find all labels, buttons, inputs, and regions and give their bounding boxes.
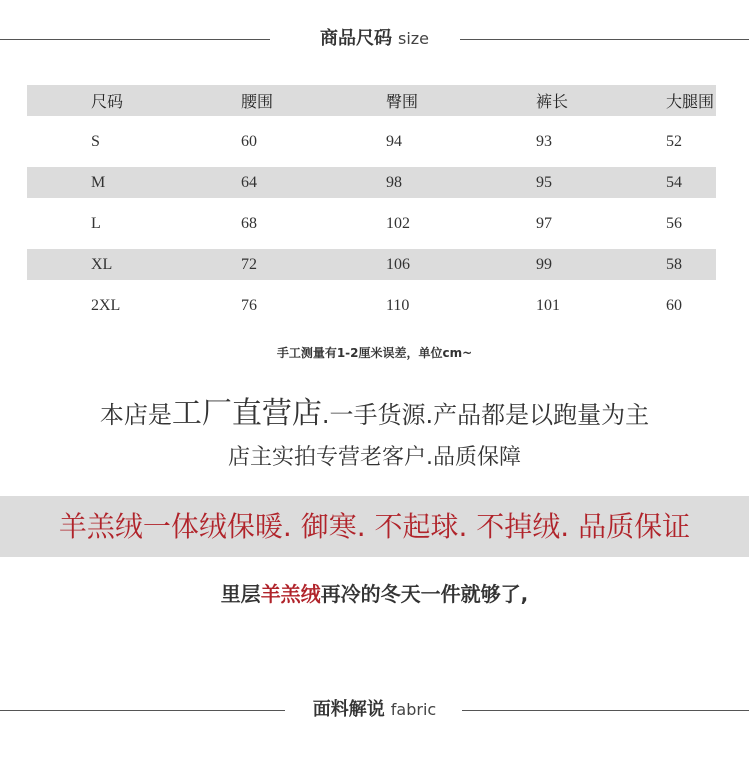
cell-thigh: 54 — [656, 167, 716, 198]
cell-thigh: 58 — [656, 249, 716, 280]
cell-thigh: 56 — [666, 214, 682, 232]
table-row — [27, 280, 716, 331]
cell-waist: 76 — [241, 296, 257, 314]
cell-waist: 60 — [241, 132, 257, 150]
cell-size: S — [91, 132, 100, 150]
size-title: 商品尺码 — [319, 28, 392, 49]
cell-waist: 68 — [241, 214, 257, 232]
table-row — [27, 167, 716, 198]
promo-line-1 — [0, 388, 749, 432]
promo-line-1-highlight: 工厂直营店 — [171, 396, 322, 431]
cell-length: 101 — [536, 296, 560, 314]
cell-size: 2XL — [91, 296, 121, 314]
cell-length: 97 — [536, 214, 552, 232]
cell-waist: 72 — [231, 249, 376, 280]
table-row — [27, 249, 716, 280]
cell-size: L — [91, 214, 101, 232]
table-header-row — [27, 85, 716, 116]
cell-size: M — [27, 167, 231, 198]
cell-length: 95 — [526, 167, 656, 198]
cell-length: 99 — [526, 249, 656, 280]
cell-thigh: 52 — [666, 132, 682, 150]
header-thigh: 大腿围 — [656, 85, 716, 116]
header-hip: 臀围 — [376, 85, 526, 116]
fabric-title-en: fabric — [390, 700, 437, 719]
header-size: 尺码 — [27, 85, 231, 116]
header-waist: 腰围 — [231, 85, 376, 116]
measurement-note: 手工测量有1-2厘米误差，单位cm~ — [276, 346, 473, 360]
cell-hip: 98 — [376, 167, 526, 198]
cell-hip: 110 — [386, 296, 410, 314]
feature-banner — [0, 496, 749, 557]
promo-line-2: 店主实拍专营老客户.品质保障 — [228, 445, 521, 470]
promo-line-3 — [0, 578, 749, 607]
cell-thigh: 60 — [666, 296, 682, 314]
promo-line-3-c: 再冷的冬天一件就够了, — [320, 582, 529, 606]
header-length: 裤长 — [526, 85, 656, 116]
table-row — [27, 198, 716, 249]
cell-size: XL — [27, 249, 231, 280]
size-section-header — [0, 24, 749, 54]
feature-banner-text: 羊羔绒一体绒保暖. 御寒. 不起球. 不掉绒. 品质保证 — [58, 510, 691, 543]
cell-hip: 102 — [386, 214, 410, 232]
cell-hip: 94 — [386, 132, 402, 150]
cell-hip: 106 — [376, 249, 526, 280]
fabric-title: 面料解说 — [312, 699, 385, 720]
table-row — [27, 116, 716, 167]
promo-line-1-a: 本店是 — [99, 401, 172, 429]
cell-waist: 64 — [231, 167, 376, 198]
cell-length: 93 — [536, 132, 552, 150]
size-table — [27, 85, 716, 331]
promo-line-3-a: 里层 — [220, 582, 261, 606]
promo-line-3-highlight: 羊羔绒 — [260, 582, 321, 606]
promo-line-1-c: .一手货源.产品都是以跑量为主 — [321, 401, 650, 429]
fabric-section-header — [0, 695, 749, 725]
size-title-en: size — [397, 29, 430, 48]
